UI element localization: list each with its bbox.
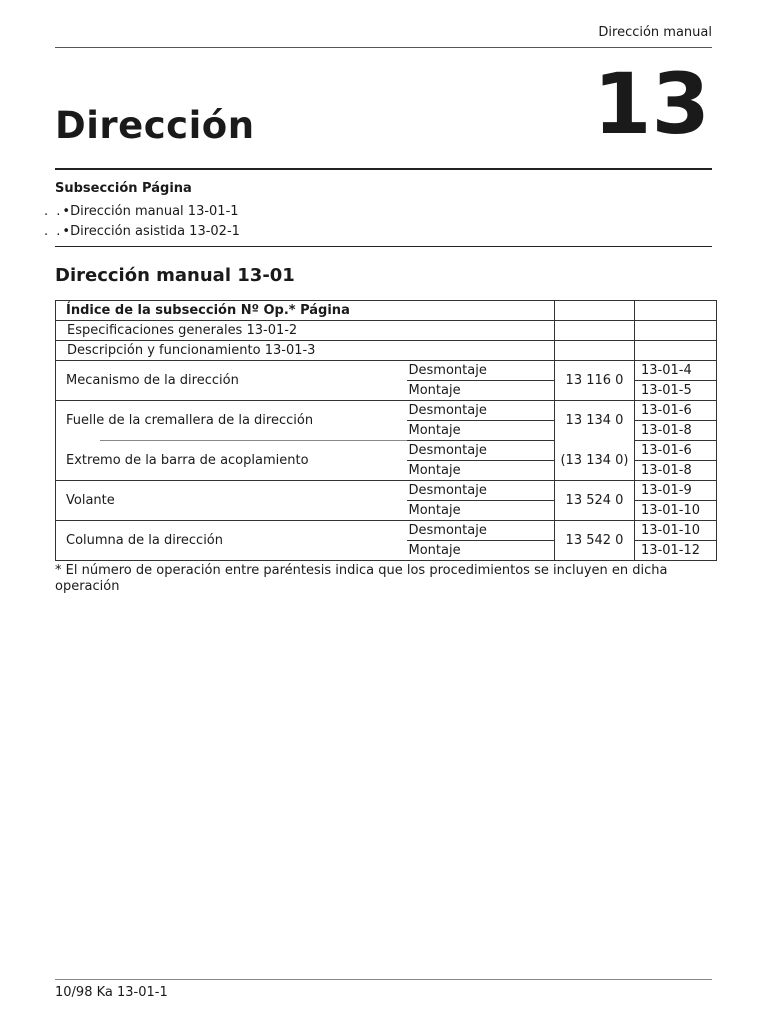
toc-rule: [55, 246, 712, 247]
toc-item-label: •Dirección manual 13-01-1: [62, 204, 239, 219]
page-ref: 13-01-8: [635, 461, 717, 481]
toc-leader: . .: [44, 224, 63, 239]
operation: Desmontaje: [407, 481, 555, 501]
toc-item-label: •Dirección asistida 13-02-1: [62, 224, 240, 239]
table-row: [56, 441, 717, 461]
operation: Montaje: [407, 501, 555, 521]
chapter-title: Dirección: [55, 104, 255, 147]
page-ref: 13-01-5: [635, 381, 717, 401]
subcomponent-cell: [56, 441, 407, 481]
operation: Montaje: [407, 541, 555, 561]
subcomponent-name: Extremo de la barra de acoplamiento: [66, 452, 309, 468]
general-row-label: Especificaciones generales 13-01-2: [56, 321, 555, 341]
page-ref: 13-01-6: [635, 401, 717, 421]
page-ref: 13-01-8: [635, 421, 717, 441]
operation: Desmontaje: [407, 521, 555, 541]
op-number: (13 134 0): [555, 441, 635, 481]
table-row: [56, 321, 717, 341]
table-row: [56, 361, 717, 381]
operation: Desmontaje: [407, 401, 555, 421]
operation: Desmontaje: [407, 361, 555, 381]
table-row: [56, 481, 717, 501]
sub-divider: [100, 440, 407, 441]
footnote: * El número de operación entre paréntesis indica que los procedimientos se incluyen en dicha operación: [55, 563, 668, 594]
component-name: Columna de la dirección: [56, 521, 407, 561]
page-ref: 13-01-12: [635, 541, 717, 561]
toc-item[interactable]: [44, 204, 239, 219]
toc-heading: Subsección Página: [55, 181, 192, 196]
operation: Desmontaje: [407, 441, 555, 461]
table-row: [56, 341, 717, 361]
page-ref: 13-01-6: [635, 441, 717, 461]
op-number: 13 524 0: [555, 481, 635, 521]
op-number: 13 116 0: [555, 361, 635, 401]
page-ref: 13-01-9: [635, 481, 717, 501]
component-name: Fuelle de la cremallera de la dirección: [56, 401, 407, 441]
running-header: Dirección manual: [598, 25, 712, 40]
toc-leader: . .: [44, 204, 63, 219]
general-row-label: Descripción y funcionamiento 13-01-3: [56, 341, 555, 361]
page-ref: 13-01-4: [635, 361, 717, 381]
page-ref: 13-01-10: [635, 501, 717, 521]
table-header-row: [56, 301, 717, 321]
page-footer: 10/98 Ka 13-01-1: [55, 985, 168, 1000]
header-rule: [55, 47, 712, 48]
footer-rule: [55, 979, 712, 980]
op-number: 13 134 0: [555, 401, 635, 441]
component-name: Mecanismo de la dirección: [56, 361, 407, 401]
table-row: [56, 521, 717, 541]
table-row: [56, 401, 717, 421]
table-header: Índice de la subsección Nº Op.* Página: [56, 301, 555, 321]
toc-item[interactable]: [44, 224, 240, 239]
operation: Montaje: [407, 421, 555, 441]
chapter-rule: [55, 168, 712, 170]
subsection-index-table: [55, 300, 717, 561]
operation: Montaje: [407, 461, 555, 481]
section-title: Dirección manual 13-01: [55, 265, 295, 286]
operation: Montaje: [407, 381, 555, 401]
component-name: Volante: [56, 481, 407, 521]
page-ref: 13-01-10: [635, 521, 717, 541]
chapter-number: 13: [593, 55, 710, 153]
op-number: 13 542 0: [555, 521, 635, 561]
